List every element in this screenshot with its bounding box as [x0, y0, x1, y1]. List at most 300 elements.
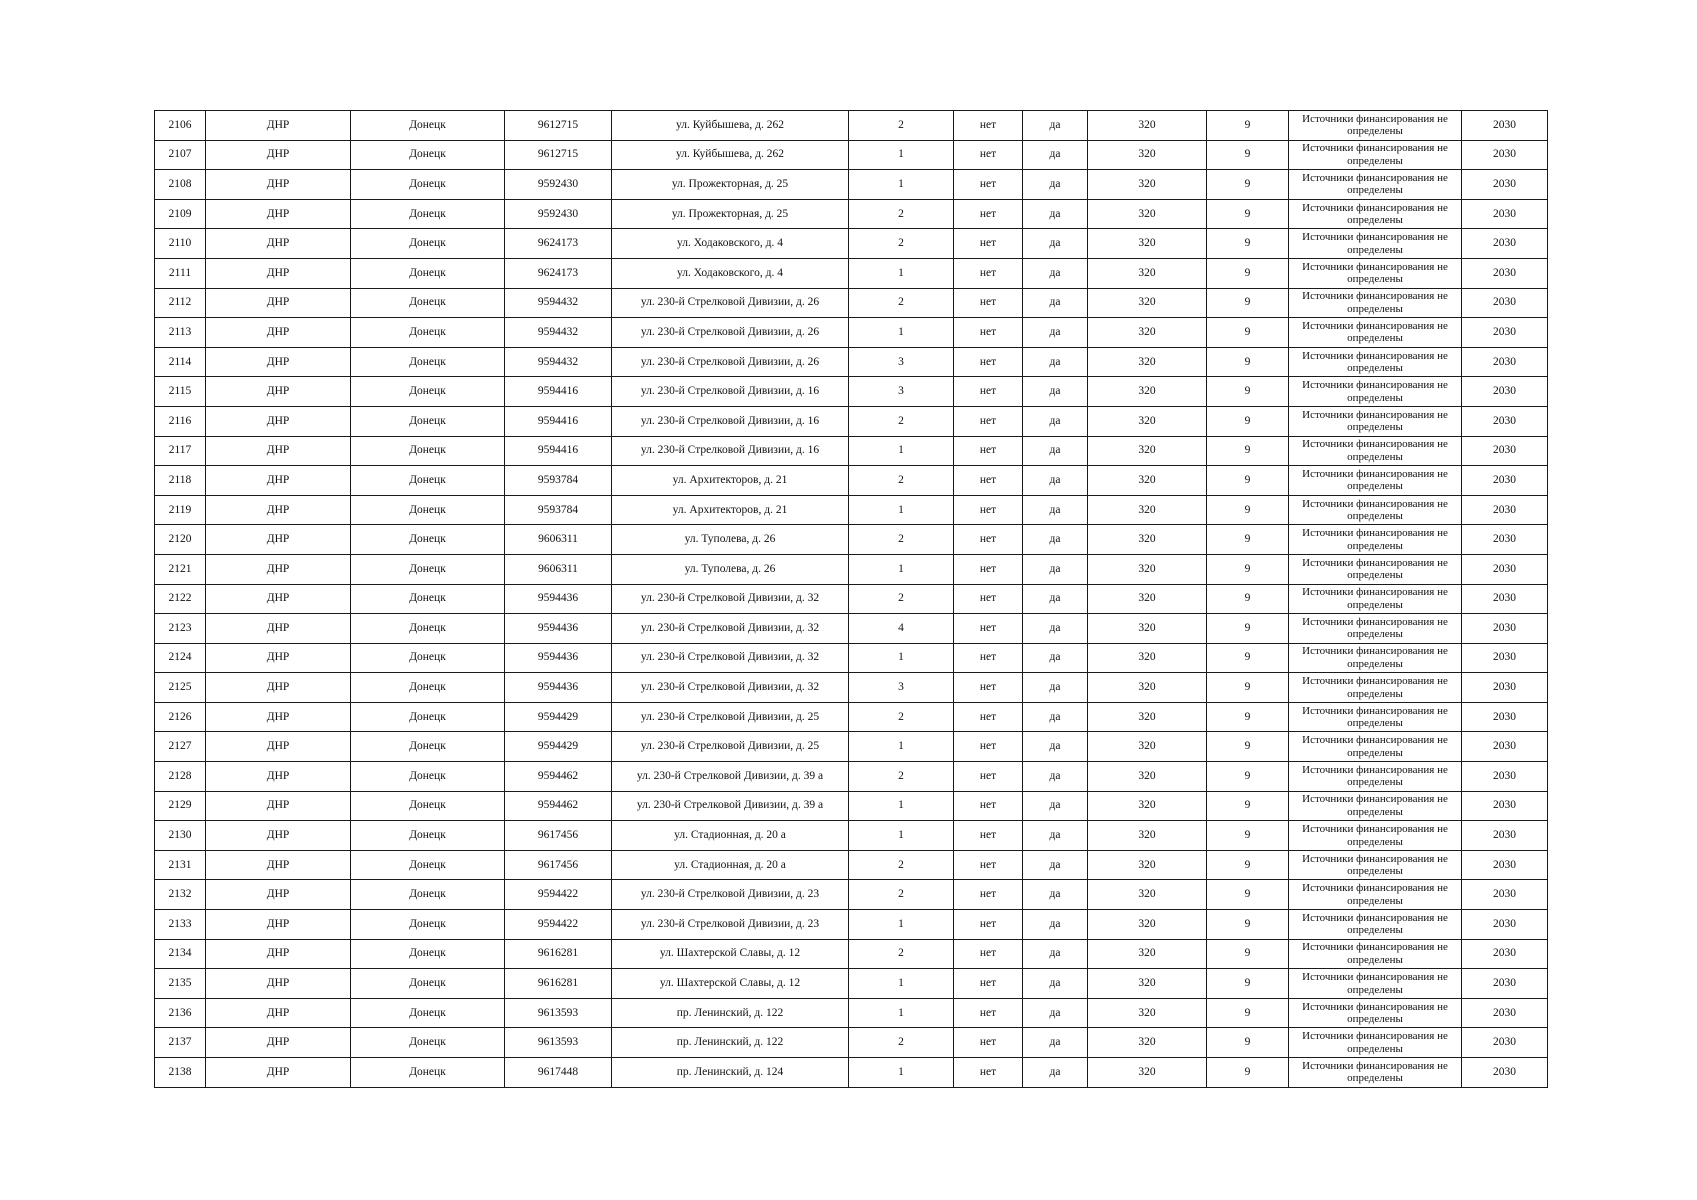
value-cell: 320 — [1088, 406, 1207, 436]
value-cell: 320 — [1088, 791, 1207, 821]
yes-cell: да — [1023, 170, 1088, 200]
region-cell: ДНР — [206, 495, 351, 525]
region-cell: ДНР — [206, 347, 351, 377]
city-cell: Донецк — [351, 466, 505, 496]
count-cell: 9 — [1207, 318, 1289, 348]
year-cell: 2030 — [1462, 732, 1548, 762]
financing-cell: Источники финансирования не определены — [1289, 673, 1462, 703]
city-cell: Донецк — [351, 140, 505, 170]
row-number-cell: 2115 — [155, 377, 206, 407]
value-cell: 320 — [1088, 702, 1207, 732]
row-number-cell: 2130 — [155, 821, 206, 851]
year-cell: 2030 — [1462, 791, 1548, 821]
table-row — [155, 939, 1548, 969]
address-cell: ул. 230-й Стрелковой Дивизии, д. 16 — [612, 406, 849, 436]
entrance-cell: 1 — [849, 140, 954, 170]
count-cell: 9 — [1207, 199, 1289, 229]
region-cell: ДНР — [206, 998, 351, 1028]
financing-cell: Источники финансирования не определены — [1289, 910, 1462, 940]
entrance-cell: 2 — [849, 466, 954, 496]
financing-cell: Источники финансирования не определены — [1289, 762, 1462, 792]
no-cell: нет — [954, 850, 1023, 880]
building-code-cell: 9592430 — [505, 199, 612, 229]
entrance-cell: 2 — [849, 584, 954, 614]
year-cell: 2030 — [1462, 347, 1548, 377]
building-code-cell: 9617448 — [505, 1058, 612, 1088]
city-cell: Донецк — [351, 939, 505, 969]
entrance-cell: 4 — [849, 614, 954, 644]
address-cell: ул. Стадионная, д. 20 а — [612, 821, 849, 851]
table-row — [155, 702, 1548, 732]
count-cell: 9 — [1207, 821, 1289, 851]
no-cell: нет — [954, 406, 1023, 436]
value-cell: 320 — [1088, 140, 1207, 170]
city-cell: Донецк — [351, 880, 505, 910]
no-cell: нет — [954, 495, 1023, 525]
row-number-cell: 2119 — [155, 495, 206, 525]
city-cell: Донецк — [351, 554, 505, 584]
region-cell: ДНР — [206, 170, 351, 200]
table-row — [155, 466, 1548, 496]
financing-cell: Источники финансирования не определены — [1289, 111, 1462, 141]
address-cell: ул. Туполева, д. 26 — [612, 525, 849, 555]
count-cell: 9 — [1207, 554, 1289, 584]
year-cell: 2030 — [1462, 229, 1548, 259]
city-cell: Донецк — [351, 1058, 505, 1088]
yes-cell: да — [1023, 880, 1088, 910]
region-cell: ДНР — [206, 702, 351, 732]
row-number-cell: 2111 — [155, 258, 206, 288]
address-cell: ул. 230-й Стрелковой Дивизии, д. 32 — [612, 584, 849, 614]
yes-cell: да — [1023, 1028, 1088, 1058]
entrance-cell: 1 — [849, 1058, 954, 1088]
region-cell: ДНР — [206, 318, 351, 348]
row-number-cell: 2118 — [155, 466, 206, 496]
yes-cell: да — [1023, 258, 1088, 288]
value-cell: 320 — [1088, 466, 1207, 496]
entrance-cell: 2 — [849, 850, 954, 880]
financing-cell: Источники финансирования не определены — [1289, 377, 1462, 407]
count-cell: 9 — [1207, 791, 1289, 821]
city-cell: Донецк — [351, 821, 505, 851]
address-cell: ул. Архитекторов, д. 21 — [612, 495, 849, 525]
value-cell: 320 — [1088, 1058, 1207, 1088]
row-number-cell: 2138 — [155, 1058, 206, 1088]
address-cell: ул. 230-й Стрелковой Дивизии, д. 25 — [612, 732, 849, 762]
no-cell: нет — [954, 584, 1023, 614]
row-number-cell: 2132 — [155, 880, 206, 910]
yes-cell: да — [1023, 377, 1088, 407]
count-cell: 9 — [1207, 1028, 1289, 1058]
building-code-cell: 9616281 — [505, 939, 612, 969]
address-cell: ул. Шахтерской Славы, д. 12 — [612, 969, 849, 999]
region-cell: ДНР — [206, 821, 351, 851]
address-cell: ул. 230-й Стрелковой Дивизии, д. 26 — [612, 318, 849, 348]
count-cell: 9 — [1207, 850, 1289, 880]
year-cell: 2030 — [1462, 762, 1548, 792]
region-cell: ДНР — [206, 1028, 351, 1058]
year-cell: 2030 — [1462, 702, 1548, 732]
row-number-cell: 2128 — [155, 762, 206, 792]
financing-cell: Источники финансирования не определены — [1289, 347, 1462, 377]
financing-cell: Источники финансирования не определены — [1289, 170, 1462, 200]
yes-cell: да — [1023, 910, 1088, 940]
yes-cell: да — [1023, 643, 1088, 673]
no-cell: нет — [954, 791, 1023, 821]
city-cell: Донецк — [351, 850, 505, 880]
no-cell: нет — [954, 258, 1023, 288]
yes-cell: да — [1023, 732, 1088, 762]
table-row — [155, 258, 1548, 288]
financing-cell: Источники финансирования не определены — [1289, 229, 1462, 259]
entrance-cell: 1 — [849, 998, 954, 1028]
count-cell: 9 — [1207, 732, 1289, 762]
building-code-cell: 9613593 — [505, 1028, 612, 1058]
no-cell: нет — [954, 762, 1023, 792]
region-cell: ДНР — [206, 643, 351, 673]
region-cell: ДНР — [206, 910, 351, 940]
table-row — [155, 288, 1548, 318]
table-row — [155, 525, 1548, 555]
row-number-cell: 2120 — [155, 525, 206, 555]
financing-cell: Источники финансирования не определены — [1289, 584, 1462, 614]
building-code-cell: 9624173 — [505, 258, 612, 288]
count-cell: 9 — [1207, 673, 1289, 703]
region-cell: ДНР — [206, 880, 351, 910]
row-number-cell: 2106 — [155, 111, 206, 141]
row-number-cell: 2116 — [155, 406, 206, 436]
value-cell: 320 — [1088, 762, 1207, 792]
address-cell: ул. Прожекторная, д. 25 — [612, 170, 849, 200]
city-cell: Донецк — [351, 643, 505, 673]
no-cell: нет — [954, 732, 1023, 762]
entrance-cell: 1 — [849, 643, 954, 673]
table-row — [155, 673, 1548, 703]
yes-cell: да — [1023, 969, 1088, 999]
year-cell: 2030 — [1462, 466, 1548, 496]
building-code-cell: 9594436 — [505, 584, 612, 614]
year-cell: 2030 — [1462, 910, 1548, 940]
count-cell: 9 — [1207, 495, 1289, 525]
region-cell: ДНР — [206, 939, 351, 969]
building-code-cell: 9593784 — [505, 466, 612, 496]
entrance-cell: 2 — [849, 525, 954, 555]
city-cell: Донецк — [351, 614, 505, 644]
table-row — [155, 347, 1548, 377]
yes-cell: да — [1023, 673, 1088, 703]
address-cell: ул. 230-й Стрелковой Дивизии, д. 26 — [612, 288, 849, 318]
city-cell: Донецк — [351, 111, 505, 141]
table-row — [155, 821, 1548, 851]
value-cell: 320 — [1088, 614, 1207, 644]
city-cell: Донецк — [351, 998, 505, 1028]
entrance-cell: 3 — [849, 673, 954, 703]
address-cell: ул. 230-й Стрелковой Дивизии, д. 26 — [612, 347, 849, 377]
year-cell: 2030 — [1462, 850, 1548, 880]
region-cell: ДНР — [206, 288, 351, 318]
no-cell: нет — [954, 998, 1023, 1028]
value-cell: 320 — [1088, 673, 1207, 703]
city-cell: Донецк — [351, 791, 505, 821]
yes-cell: да — [1023, 229, 1088, 259]
yes-cell: да — [1023, 525, 1088, 555]
row-number-cell: 2127 — [155, 732, 206, 762]
year-cell: 2030 — [1462, 614, 1548, 644]
yes-cell: да — [1023, 702, 1088, 732]
entrance-cell: 1 — [849, 910, 954, 940]
address-cell: ул. 230-й Стрелковой Дивизии, д. 23 — [612, 880, 849, 910]
value-cell: 320 — [1088, 998, 1207, 1028]
building-code-cell: 9594432 — [505, 288, 612, 318]
row-number-cell: 2129 — [155, 791, 206, 821]
value-cell: 320 — [1088, 1028, 1207, 1058]
address-cell: ул. 230-й Стрелковой Дивизии, д. 25 — [612, 702, 849, 732]
value-cell: 320 — [1088, 554, 1207, 584]
count-cell: 9 — [1207, 643, 1289, 673]
city-cell: Донецк — [351, 762, 505, 792]
value-cell: 320 — [1088, 525, 1207, 555]
row-number-cell: 2131 — [155, 850, 206, 880]
row-number-cell: 2124 — [155, 643, 206, 673]
row-number-cell: 2125 — [155, 673, 206, 703]
year-cell: 2030 — [1462, 1058, 1548, 1088]
entrance-cell: 2 — [849, 111, 954, 141]
building-code-cell: 9594429 — [505, 702, 612, 732]
financing-cell: Источники финансирования не определены — [1289, 318, 1462, 348]
building-code-cell: 9594416 — [505, 406, 612, 436]
region-cell: ДНР — [206, 791, 351, 821]
building-code-cell: 9617456 — [505, 850, 612, 880]
building-code-cell: 9594436 — [505, 614, 612, 644]
yes-cell: да — [1023, 850, 1088, 880]
address-cell: ул. 230-й Стрелковой Дивизии, д. 32 — [612, 643, 849, 673]
yes-cell: да — [1023, 821, 1088, 851]
entrance-cell: 1 — [849, 495, 954, 525]
entrance-cell: 2 — [849, 229, 954, 259]
count-cell: 9 — [1207, 111, 1289, 141]
yes-cell: да — [1023, 762, 1088, 792]
year-cell: 2030 — [1462, 406, 1548, 436]
city-cell: Донецк — [351, 288, 505, 318]
yes-cell: да — [1023, 318, 1088, 348]
count-cell: 9 — [1207, 969, 1289, 999]
entrance-cell: 2 — [849, 762, 954, 792]
city-cell: Донецк — [351, 969, 505, 999]
value-cell: 320 — [1088, 170, 1207, 200]
building-code-cell: 9593784 — [505, 495, 612, 525]
table-row — [155, 643, 1548, 673]
year-cell: 2030 — [1462, 673, 1548, 703]
row-number-cell: 2107 — [155, 140, 206, 170]
financing-cell: Источники финансирования не определены — [1289, 288, 1462, 318]
address-cell: ул. 230-й Стрелковой Дивизии, д. 16 — [612, 377, 849, 407]
year-cell: 2030 — [1462, 495, 1548, 525]
financing-cell: Источники финансирования не определены — [1289, 466, 1462, 496]
yes-cell: да — [1023, 584, 1088, 614]
year-cell: 2030 — [1462, 584, 1548, 614]
building-code-cell: 9594416 — [505, 436, 612, 466]
table-row — [155, 880, 1548, 910]
entrance-cell: 1 — [849, 554, 954, 584]
no-cell: нет — [954, 111, 1023, 141]
yes-cell: да — [1023, 347, 1088, 377]
financing-cell: Источники финансирования не определены — [1289, 406, 1462, 436]
value-cell: 320 — [1088, 318, 1207, 348]
region-cell: ДНР — [206, 850, 351, 880]
address-cell: ул. 230-й Стрелковой Дивизии, д. 39 а — [612, 762, 849, 792]
table-row — [155, 554, 1548, 584]
table-row — [155, 436, 1548, 466]
value-cell: 320 — [1088, 939, 1207, 969]
table-row — [155, 998, 1548, 1028]
no-cell: нет — [954, 614, 1023, 644]
region-cell: ДНР — [206, 673, 351, 703]
count-cell: 9 — [1207, 347, 1289, 377]
value-cell: 320 — [1088, 850, 1207, 880]
year-cell: 2030 — [1462, 821, 1548, 851]
table-row — [155, 495, 1548, 525]
address-cell: ул. Шахтерской Славы, д. 12 — [612, 939, 849, 969]
region-cell: ДНР — [206, 1058, 351, 1088]
table-body — [155, 111, 1548, 1088]
city-cell: Донецк — [351, 732, 505, 762]
count-cell: 9 — [1207, 880, 1289, 910]
table-row — [155, 406, 1548, 436]
entrance-cell: 1 — [849, 170, 954, 200]
financing-cell: Источники финансирования не определены — [1289, 880, 1462, 910]
yes-cell: да — [1023, 466, 1088, 496]
table-row — [155, 377, 1548, 407]
region-cell: ДНР — [206, 614, 351, 644]
address-cell: ул. 230-й Стрелковой Дивизии, д. 39 а — [612, 791, 849, 821]
table-row — [155, 170, 1548, 200]
address-cell: ул. Ходаковского, д. 4 — [612, 229, 849, 259]
no-cell: нет — [954, 880, 1023, 910]
row-number-cell: 2109 — [155, 199, 206, 229]
entrance-cell: 3 — [849, 377, 954, 407]
financing-cell: Источники финансирования не определены — [1289, 436, 1462, 466]
building-code-cell: 9617456 — [505, 821, 612, 851]
city-cell: Донецк — [351, 170, 505, 200]
value-cell: 320 — [1088, 377, 1207, 407]
table-row — [155, 762, 1548, 792]
no-cell: нет — [954, 170, 1023, 200]
building-code-cell: 9592430 — [505, 170, 612, 200]
entrance-cell: 1 — [849, 821, 954, 851]
address-cell: ул. Куйбышева, д. 262 — [612, 140, 849, 170]
financing-cell: Источники финансирования не определены — [1289, 998, 1462, 1028]
address-cell: ул. 230-й Стрелковой Дивизии, д. 32 — [612, 614, 849, 644]
value-cell: 320 — [1088, 821, 1207, 851]
value-cell: 320 — [1088, 258, 1207, 288]
entrance-cell: 2 — [849, 199, 954, 229]
no-cell: нет — [954, 673, 1023, 703]
financing-cell: Источники финансирования не определены — [1289, 554, 1462, 584]
city-cell: Донецк — [351, 347, 505, 377]
count-cell: 9 — [1207, 762, 1289, 792]
no-cell: нет — [954, 466, 1023, 496]
building-code-cell: 9594422 — [505, 880, 612, 910]
table-row — [155, 732, 1548, 762]
value-cell: 320 — [1088, 288, 1207, 318]
financing-cell: Источники финансирования не определены — [1289, 258, 1462, 288]
financing-cell: Источники финансирования не определены — [1289, 821, 1462, 851]
year-cell: 2030 — [1462, 525, 1548, 555]
entrance-cell: 1 — [849, 732, 954, 762]
region-cell: ДНР — [206, 584, 351, 614]
building-code-cell: 9606311 — [505, 554, 612, 584]
region-cell: ДНР — [206, 258, 351, 288]
city-cell: Донецк — [351, 702, 505, 732]
year-cell: 2030 — [1462, 998, 1548, 1028]
entrance-cell: 1 — [849, 436, 954, 466]
city-cell: Донецк — [351, 1028, 505, 1058]
no-cell: нет — [954, 377, 1023, 407]
count-cell: 9 — [1207, 229, 1289, 259]
table-row — [155, 199, 1548, 229]
no-cell: нет — [954, 347, 1023, 377]
region-cell: ДНР — [206, 377, 351, 407]
row-number-cell: 2114 — [155, 347, 206, 377]
table-row — [155, 1028, 1548, 1058]
building-code-cell: 9594432 — [505, 318, 612, 348]
building-code-cell: 9594429 — [505, 732, 612, 762]
address-cell: ул. 230-й Стрелковой Дивизии, д. 23 — [612, 910, 849, 940]
no-cell: нет — [954, 525, 1023, 555]
region-cell: ДНР — [206, 525, 351, 555]
row-number-cell: 2117 — [155, 436, 206, 466]
count-cell: 9 — [1207, 170, 1289, 200]
value-cell: 320 — [1088, 495, 1207, 525]
year-cell: 2030 — [1462, 318, 1548, 348]
value-cell: 320 — [1088, 880, 1207, 910]
value-cell: 320 — [1088, 910, 1207, 940]
financing-cell: Источники финансирования не определены — [1289, 1028, 1462, 1058]
address-cell: ул. 230-й Стрелковой Дивизии, д. 32 — [612, 673, 849, 703]
count-cell: 9 — [1207, 288, 1289, 318]
count-cell: 9 — [1207, 525, 1289, 555]
financing-cell: Источники финансирования не определены — [1289, 791, 1462, 821]
region-cell: ДНР — [206, 969, 351, 999]
address-cell: ул. Стадионная, д. 20 а — [612, 850, 849, 880]
year-cell: 2030 — [1462, 939, 1548, 969]
entrance-cell: 2 — [849, 1028, 954, 1058]
address-cell: ул. 230-й Стрелковой Дивизии, д. 16 — [612, 436, 849, 466]
address-cell: ул. Прожекторная, д. 25 — [612, 199, 849, 229]
row-number-cell: 2136 — [155, 998, 206, 1028]
no-cell: нет — [954, 229, 1023, 259]
entrance-cell: 2 — [849, 880, 954, 910]
address-cell: пр. Ленинский, д. 122 — [612, 998, 849, 1028]
region-cell: ДНР — [206, 229, 351, 259]
region-cell: ДНР — [206, 762, 351, 792]
count-cell: 9 — [1207, 258, 1289, 288]
entrance-cell: 3 — [849, 347, 954, 377]
city-cell: Донецк — [351, 673, 505, 703]
table-row — [155, 910, 1548, 940]
row-number-cell: 2121 — [155, 554, 206, 584]
building-code-cell: 9624173 — [505, 229, 612, 259]
building-code-cell: 9613593 — [505, 998, 612, 1028]
entrance-cell: 2 — [849, 702, 954, 732]
financing-cell: Источники финансирования не определены — [1289, 614, 1462, 644]
value-cell: 320 — [1088, 229, 1207, 259]
city-cell: Донецк — [351, 525, 505, 555]
financing-cell: Источники финансирования не определены — [1289, 1058, 1462, 1088]
region-cell: ДНР — [206, 732, 351, 762]
no-cell: нет — [954, 1058, 1023, 1088]
no-cell: нет — [954, 821, 1023, 851]
